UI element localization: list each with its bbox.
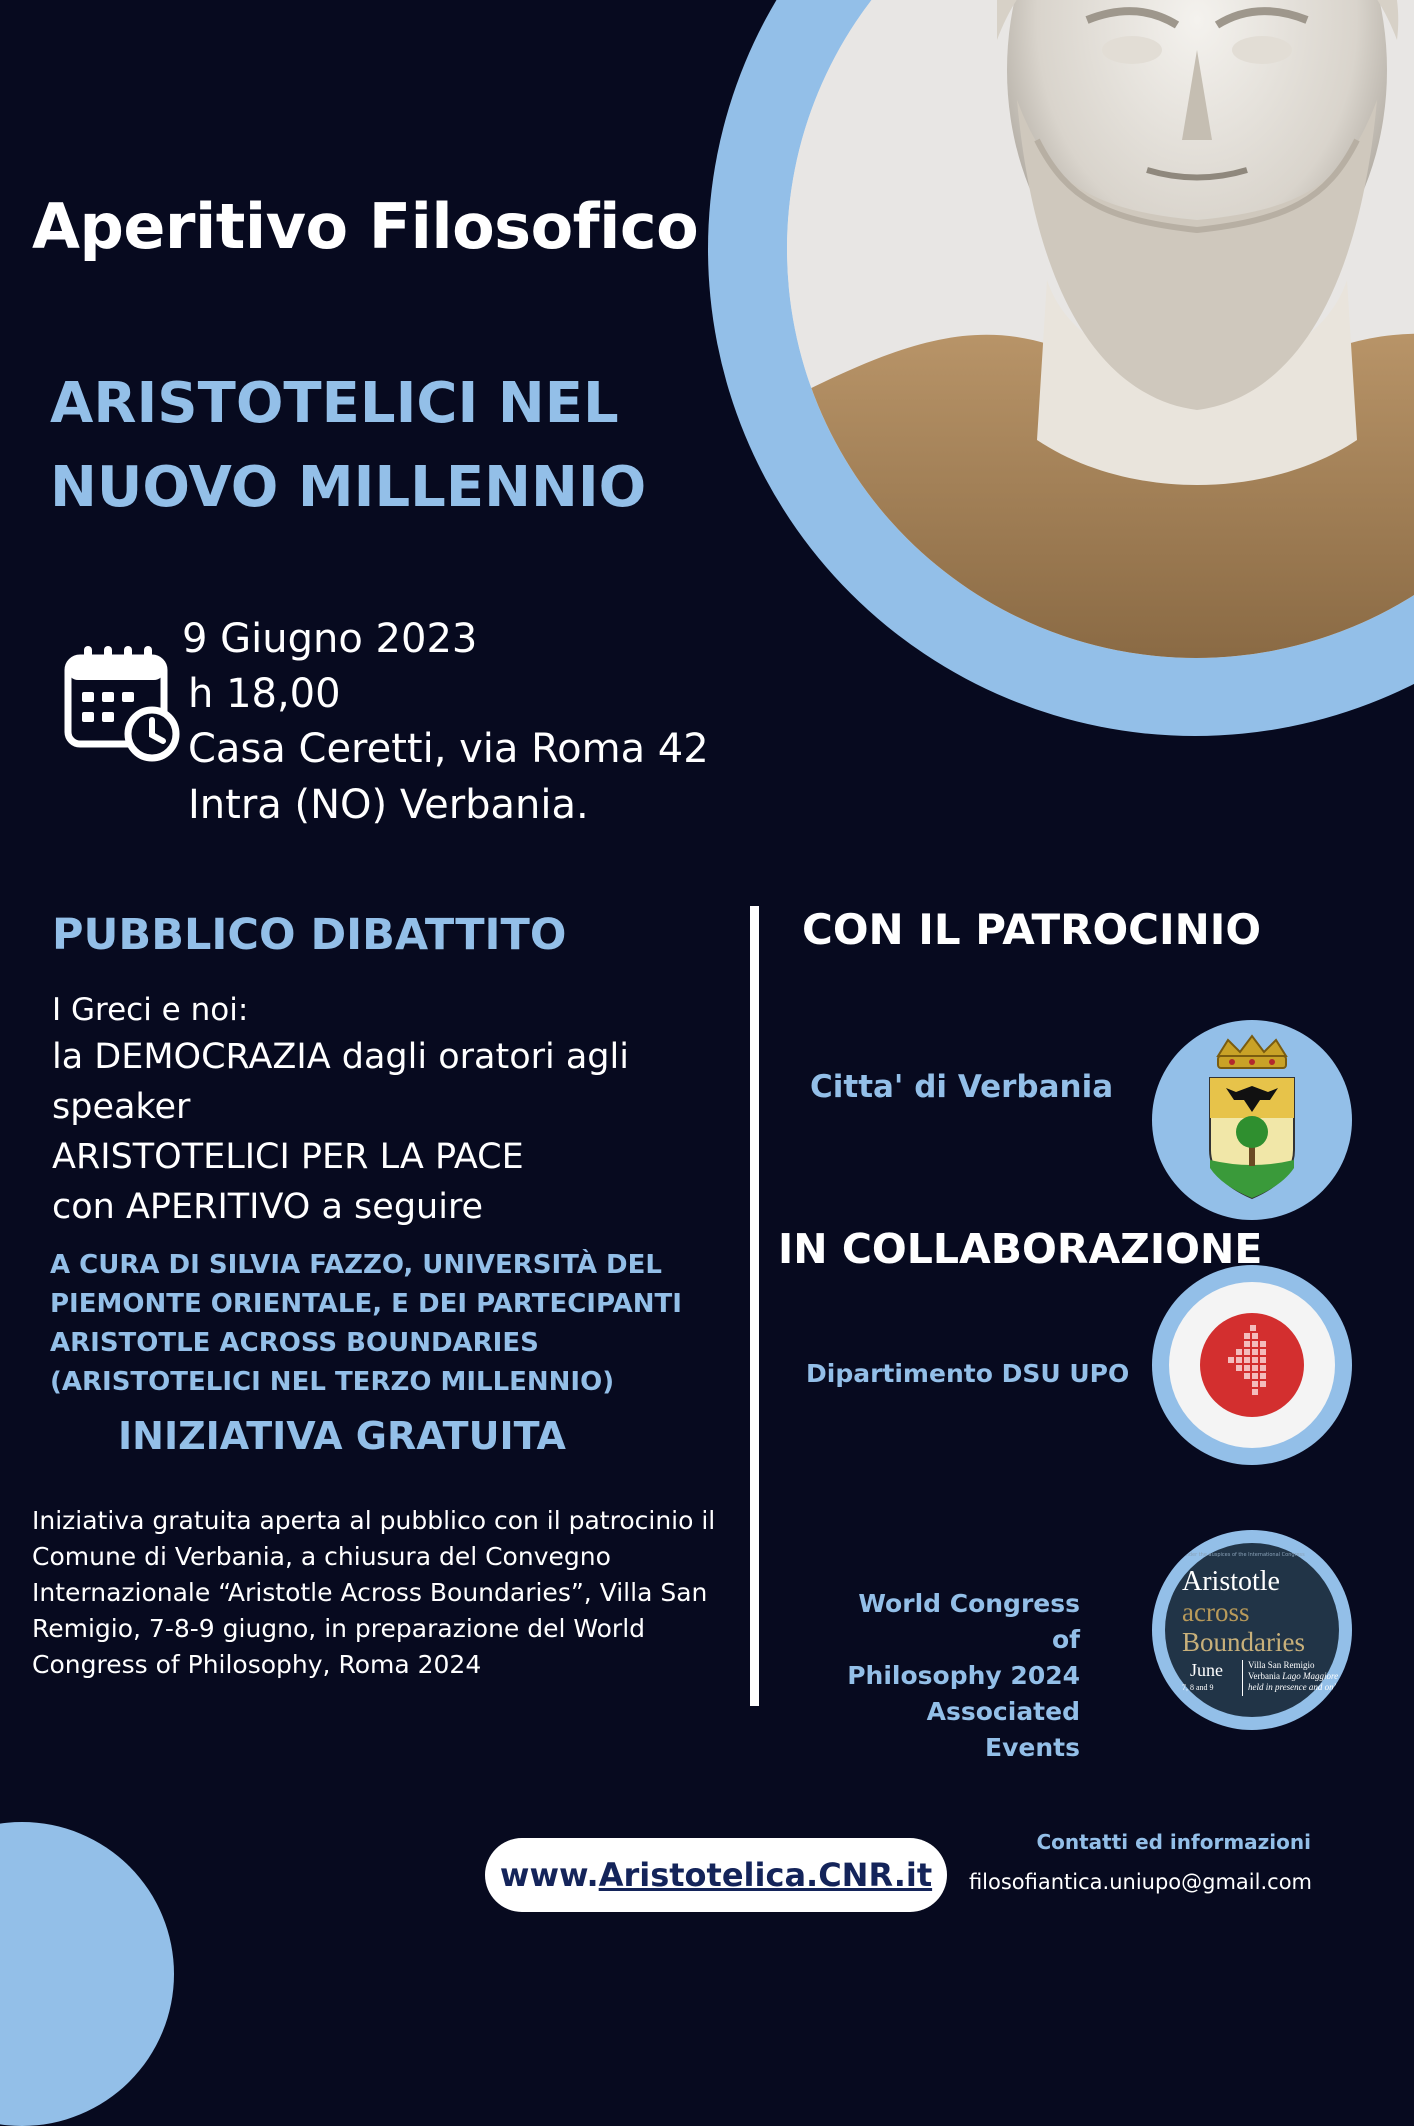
website-link[interactable] xyxy=(485,1838,947,1912)
curated-by-line: A CURA DI SILVIA FAZZO, UNIVERSITÀ DEL xyxy=(50,1250,662,1280)
description-line: Remigio, 7-8-9 giugno, in preparazione del World xyxy=(32,1614,646,1643)
book-cover-place-part: Lago Maggiore xyxy=(1282,1671,1339,1681)
description-line: Comune di Verbania, a chiusura del Convegno xyxy=(32,1542,611,1571)
book-cover-title: Aristotle xyxy=(1182,1566,1280,1597)
event-title: Aperitivo Filosofico xyxy=(32,190,699,263)
book-cover-place-part: Verbania xyxy=(1248,1671,1280,1681)
debate-topic-line: ARISTOTELICI PER LA PACE xyxy=(52,1137,524,1177)
book-cover-top-text: Under the auspices of the International Congress xyxy=(1182,1552,1305,1558)
collaboration-heading: IN COLLABORAZIONE xyxy=(778,1225,1263,1273)
column-divider xyxy=(750,906,759,1706)
curated-by-line: PIEMONTE ORIENTALE, E DEI PARTECIPANTI xyxy=(50,1289,682,1319)
website-link-text[interactable]: Aristotelica.CNR.it xyxy=(598,1856,933,1894)
event-venue: Casa Ceretti, via Roma 42 xyxy=(188,726,709,772)
description-line: Internazionale “Aristotle Across Boundaries”, Villa San xyxy=(32,1578,708,1607)
congress-label xyxy=(830,1586,1080,1766)
event-city: Intra (NO) Verbania. xyxy=(188,782,589,828)
calendar-clock-icon xyxy=(64,642,180,764)
corner-decoration xyxy=(0,1822,174,2126)
collaboration-name: Dipartimento DSU UPO xyxy=(806,1359,1130,1388)
book-cover-place-line: Villa San Remigio xyxy=(1248,1660,1315,1670)
debate-topic-line: la DEMOCRAZIA dagli oratori agli xyxy=(52,1037,629,1077)
curated-by-line: (ARISTOTELICI NEL TERZO MILLENNIO) xyxy=(50,1367,615,1397)
congress-label-line: World Congress of xyxy=(858,1589,1080,1654)
debate-topic-line: con APERITIVO a seguire xyxy=(52,1187,484,1227)
event-time: h 18,00 xyxy=(188,671,341,717)
curated-by xyxy=(50,1246,682,1402)
debate-topic-line: speaker xyxy=(52,1087,191,1127)
description-line: Iniziativa gratuita aperta al pubblico con il patrocinio il xyxy=(32,1506,716,1535)
curated-by-line: ARISTOTLE ACROSS BOUNDARIES xyxy=(50,1328,539,1358)
congress-label-line: Associated Events xyxy=(926,1697,1080,1762)
patronage-heading: CON IL PATROCINIO xyxy=(802,905,1262,954)
debate-heading: PUBBLICO DIBATTITO xyxy=(52,910,567,960)
event-subtitle-line: NUOVO MILLENNIO xyxy=(50,455,647,520)
book-cover-days: 7, 8 and 9 xyxy=(1182,1683,1214,1692)
event-date: 9 Giugno 2023 xyxy=(182,616,478,662)
contact-heading: Contatti ed informazioni xyxy=(1036,1830,1311,1854)
book-cover-place xyxy=(1248,1660,1347,1693)
book-cover-divider xyxy=(1242,1660,1243,1696)
verbania-coat-of-arms-logo xyxy=(1152,1020,1352,1220)
event-description xyxy=(32,1503,715,1683)
description-line: Congress of Philosophy, Roma 2024 xyxy=(32,1650,482,1679)
upo-university-logo xyxy=(1152,1265,1352,1465)
contact-email[interactable]: filosofiantica.uniupo@gmail.com xyxy=(968,1870,1312,1894)
book-cover-title: Boundaries xyxy=(1182,1627,1305,1657)
free-event-heading: INIZIATIVA GRATUITA xyxy=(118,1414,566,1458)
event-subtitle-line: ARISTOTELICI NEL xyxy=(50,371,619,436)
book-cover-place-line: held in presence and online xyxy=(1248,1682,1348,1692)
book-cover-title: across xyxy=(1182,1597,1250,1627)
book-cover-place-line xyxy=(1248,1671,1347,1682)
congress-label-line: Philosophy 2024 xyxy=(847,1661,1080,1690)
patronage-name: Citta' di Verbania xyxy=(810,1069,1114,1105)
debate-intro: I Greci e noi: xyxy=(52,992,249,1028)
website-link-prefix[interactable]: www. xyxy=(499,1856,599,1894)
aristotle-across-boundaries-logo xyxy=(1152,1530,1352,1730)
book-cover-month: June xyxy=(1190,1660,1223,1680)
event-subtitle xyxy=(50,362,646,530)
